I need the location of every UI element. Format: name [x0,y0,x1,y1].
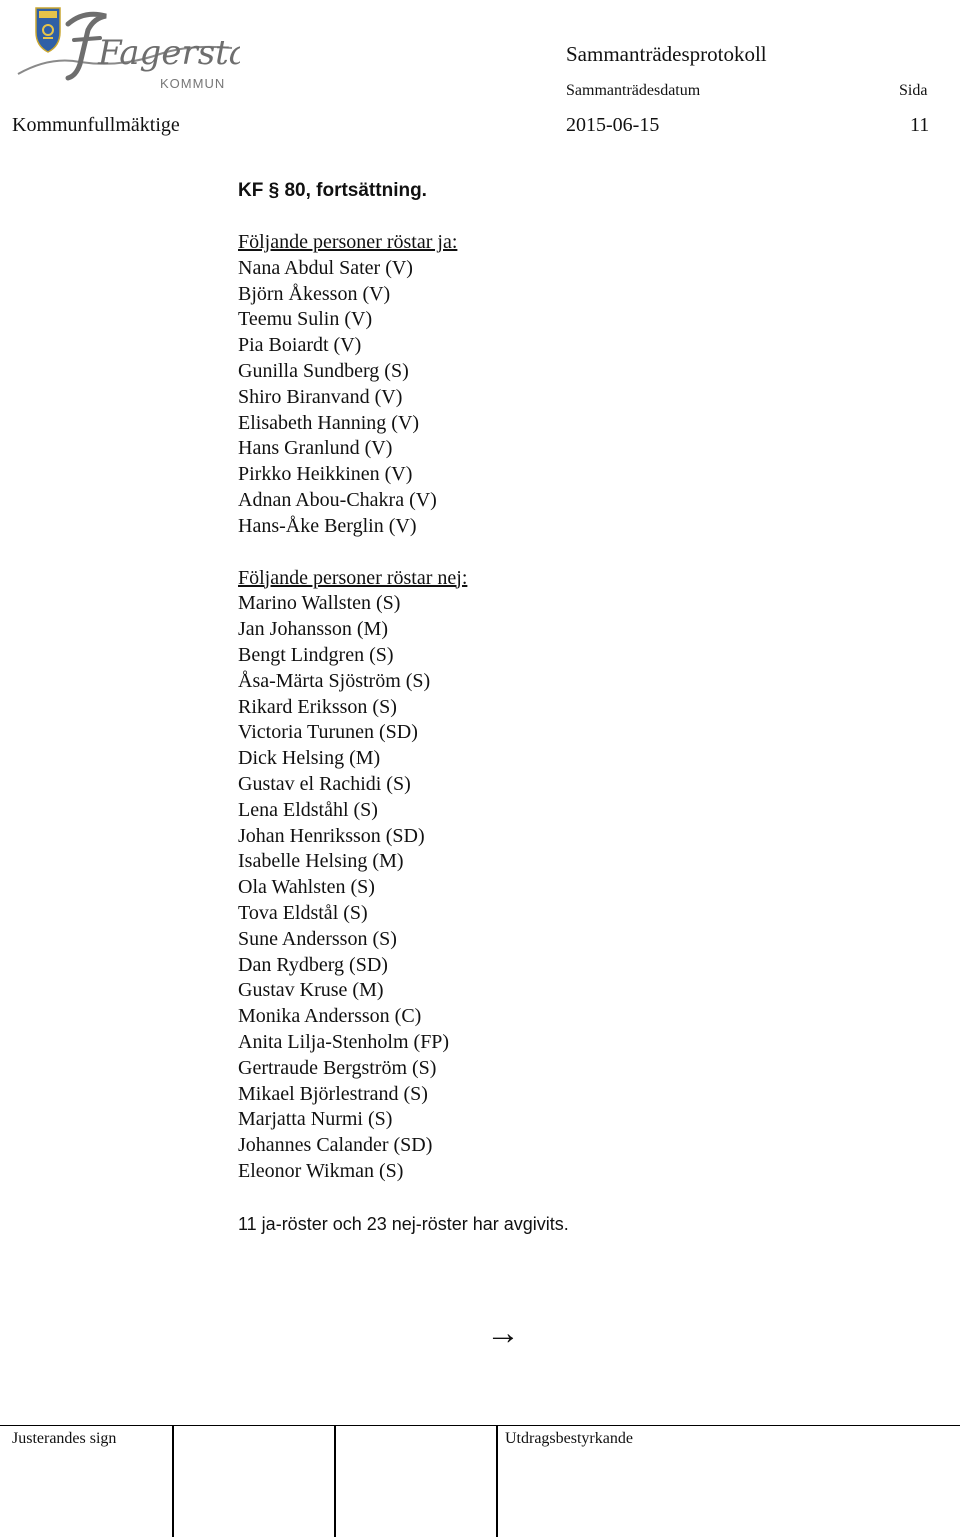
no-votes-heading: Följande personer röstar nej: [238,566,468,589]
voter-entry: Gertraude Bergström (S) [238,1056,437,1079]
yes-votes-heading: Följande personer röstar ja: [238,231,458,253]
voter-entry: Shiro Biranvand (V) [238,385,403,408]
signature-footer [0,1425,960,1537]
sign-label: Justerandes sign [12,1430,117,1447]
voter-entry: Victoria Turunen (SD) [238,721,418,744]
voter-entry: Nana Abdul Sater (V) [238,256,413,279]
protocol-content [238,178,938,1237]
footer-divider [496,1426,498,1537]
voter-entry: Bengt Lindgren (S) [238,643,394,666]
logo-subtitle: KOMMUN [160,76,226,91]
voter-entry: Gustav el Rachidi (S) [238,772,411,795]
voter-entry: Isabelle Helsing (M) [238,850,404,873]
voter-entry: Dick Helsing (M) [238,747,381,770]
voter-entry: Ola Wahlsten (S) [238,876,375,899]
voter-entry: Björn Åkesson (V) [238,282,391,305]
voter-entry: Dan Rydberg (SD) [238,953,388,976]
protocol-title: Sammanträdesprotokoll [566,42,767,66]
footer-divider [334,1426,336,1537]
voter-entry: Hans-Åke Berglin (V) [238,514,417,537]
voter-entry: Elisabeth Hanning (V) [238,411,420,434]
voter-entry: Jan Johansson (M) [238,618,388,641]
voter-entry: Hans Granlund (V) [238,437,393,460]
page-number: 11 [910,114,930,136]
voter-entry: Eleonor Wikman (S) [238,1159,404,1182]
voter-entry: Marino Wallsten (S) [238,592,401,615]
voter-entry: Anita Lilja-Stenholm (FP) [238,1030,450,1053]
meeting-date-label: Sammanträdesdatum [566,82,701,99]
page-label: Sida [899,82,928,99]
voter-entry: Pia Boiardt (V) [238,334,362,357]
section-title: KF § 80, fortsättning. [238,180,427,201]
fagersta-logo [10,4,240,96]
voter-entry: Lena Eldståhl (S) [238,798,378,821]
logo-wordmark: Fagersta [98,33,240,73]
voter-entry: Johannes Calander (SD) [238,1134,433,1157]
council-name: Kommunfullmäktige [12,114,180,136]
voter-entry: Tova Eldstål (S) [238,901,368,924]
extract-certification-label: Utdragsbestyrkande [505,1430,633,1447]
voter-entry: Gunilla Sundberg (S) [238,359,409,382]
voter-entry: Monika Andersson (C) [238,1005,422,1028]
continuation-arrow-icon: → [486,1315,520,1352]
yes-votes-list [238,256,938,540]
voter-entry: Gustav Kruse (M) [238,979,384,1002]
voter-entry: Åsa-Märta Sjöström (S) [238,669,431,692]
voter-entry: Pirkko Heikkinen (V) [238,463,413,486]
meeting-date: 2015-06-15 [566,114,660,136]
voter-entry: Adnan Abou-Chakra (V) [238,488,437,511]
vote-summary: 11 ja-röster och 23 nej-röster har avgivits. [238,1213,569,1234]
voter-entry: Marjatta Nurmi (S) [238,1108,393,1131]
voter-entry: Sune Andersson (S) [238,927,397,950]
footer-divider [172,1426,174,1537]
voter-entry: Johan Henriksson (SD) [238,824,425,847]
no-votes-list [238,591,938,1184]
voter-entry: Rikard Eriksson (S) [238,695,397,718]
voter-entry: Mikael Björlestrand (S) [238,1082,428,1105]
voter-entry: Teemu Sulin (V) [238,308,373,331]
